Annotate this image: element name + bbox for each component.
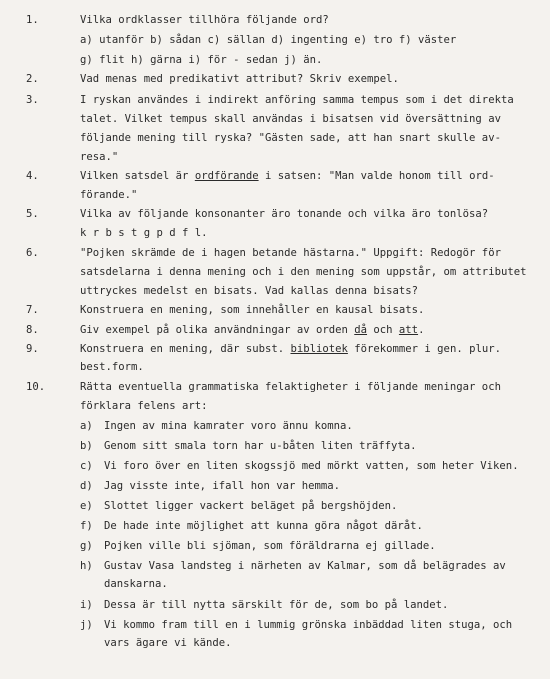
sub-item-a bbox=[0, 418, 550, 434]
sub-item-label: h) bbox=[80, 560, 93, 572]
sub-item-h bbox=[0, 558, 550, 592]
question-number: 8. bbox=[26, 324, 39, 336]
sub-item-c bbox=[0, 458, 550, 474]
question-text: a) utanför b) sådan c) sällan d) ingenting e) tro f) väster bbox=[80, 34, 457, 46]
underlined-word: då bbox=[354, 324, 368, 336]
sub-item-text: Jag visste inte, ifall hon var hemma. bbox=[104, 480, 340, 492]
sub-item-label: d) bbox=[80, 480, 93, 492]
question-2 bbox=[0, 71, 550, 87]
sub-item-label: b) bbox=[80, 440, 93, 452]
question-9 bbox=[0, 341, 550, 375]
question-number: 2. bbox=[26, 73, 39, 85]
question-number: 10. bbox=[26, 381, 46, 393]
sub-item-label: g) bbox=[80, 540, 93, 552]
question-text: Vilka ordklasser tillhöra följande ord? bbox=[80, 14, 329, 26]
question-number: 4. bbox=[26, 170, 39, 182]
question-text: I ryskan användes i indirekt anföring samma tempus som i det direkta bbox=[80, 94, 514, 106]
sub-item-label: j) bbox=[80, 619, 93, 631]
underlined-word: bibliotek bbox=[290, 343, 348, 355]
question-5 bbox=[0, 206, 550, 241]
underlined-word: att bbox=[398, 324, 419, 336]
question-text: Konstruera en mening, som innehåller en kausal bisats. bbox=[80, 304, 425, 316]
question-text: Vilken satsdel är ordförande i satsen: "Man valde honom till ord- bbox=[80, 170, 495, 182]
sub-item-b bbox=[0, 438, 550, 454]
sub-item-text: Vi kommo fram till en i lummig grönska inbäddad liten stuga, och bbox=[104, 619, 513, 631]
question-10 bbox=[0, 379, 550, 414]
sub-item-label: e) bbox=[80, 500, 93, 512]
question-number: 5. bbox=[26, 208, 39, 220]
question-text: "Pojken skrämde de i hagen betande hästarna." Uppgift: Redogör för bbox=[80, 247, 501, 259]
question-8 bbox=[0, 322, 550, 338]
question-text: Vilka av följande konsonanter äro tonande och vilka äro tonlösa? bbox=[80, 208, 489, 220]
question-text: g) flit h) gärna i) för - sedan j) än. bbox=[80, 54, 323, 66]
sub-item-text: vars ägare vi kände. bbox=[104, 637, 232, 649]
sub-item-text: Dessa är till nytta särskilt för de, som bo på landet. bbox=[104, 599, 449, 611]
sub-item-label: a) bbox=[80, 420, 93, 432]
question-4 bbox=[0, 168, 550, 203]
question-text: resa." bbox=[80, 151, 119, 163]
sub-item-label: i) bbox=[80, 599, 93, 611]
question-text: k r b s t g p d f l. bbox=[80, 227, 208, 239]
question-number: 1. bbox=[26, 14, 39, 26]
question-1 bbox=[0, 12, 550, 68]
sub-item-j bbox=[0, 617, 550, 651]
question-text: Rätta eventuella grammatiska felaktigheter i följande meningar och bbox=[80, 381, 501, 393]
sub-item-text: De hade inte möjlighet att kunna göra något däråt. bbox=[104, 520, 423, 532]
question-number: 6. bbox=[26, 247, 39, 259]
sub-item-label: c) bbox=[80, 460, 93, 472]
question-text: uttryckes medelst en bisats. Vad kallas denna bisats? bbox=[80, 285, 419, 297]
sub-item-text: Slottet ligger vackert beläget på bergshöjden. bbox=[104, 500, 398, 512]
question-3 bbox=[0, 92, 550, 165]
question-text: förklara felens art: bbox=[80, 400, 208, 412]
sub-item-e bbox=[0, 498, 550, 514]
sub-item-text: Ingen av mina kamrater voro ännu komna. bbox=[104, 420, 353, 432]
question-number: 3. bbox=[26, 94, 39, 106]
sub-item-i bbox=[0, 597, 550, 613]
question-number: 9. bbox=[26, 343, 39, 355]
sub-item-text: Gustav Vasa landsteg i närheten av Kalmar, som då belägrades av bbox=[104, 560, 506, 572]
question-text: satsdelarna i denna mening och i den mening som uppstår, om attributet bbox=[80, 266, 527, 278]
sub-item-label: f) bbox=[80, 520, 93, 532]
question-text: följande mening till ryska? "Gästen sade, att han snart skulle av- bbox=[80, 132, 501, 144]
sub-item-text: Vi foro över en liten skogssjö med mörkt vatten, som heter Viken. bbox=[104, 460, 519, 472]
underlined-word: ordförande bbox=[194, 170, 259, 182]
question-number: 7. bbox=[26, 304, 39, 316]
question-text: best.form. bbox=[80, 361, 144, 373]
question-7 bbox=[0, 302, 550, 318]
sub-item-text: Genom sitt smala torn har u-båten liten träffyta. bbox=[104, 440, 417, 452]
sub-item-f bbox=[0, 518, 550, 534]
question-text: Vad menas med predikativt attribut? Skriv exempel. bbox=[80, 73, 399, 85]
sub-item-g bbox=[0, 538, 550, 554]
question-text: Giv exempel på olika användningar av orden då och att. bbox=[80, 324, 425, 336]
question-text: Konstruera en mening, där subst. bibliotek förekommer i gen. plur. bbox=[80, 343, 501, 355]
question-6 bbox=[0, 245, 550, 299]
sub-item-text: Pojken ville bli sjöman, som föräldrarna ej gillade. bbox=[104, 540, 436, 552]
question-text: förande." bbox=[80, 189, 138, 201]
question-text: talet. Vilket tempus skall användas i bisatsen vid översättning av bbox=[80, 113, 501, 125]
sub-item-d bbox=[0, 478, 550, 494]
sub-item-text: danskarna. bbox=[104, 578, 168, 590]
